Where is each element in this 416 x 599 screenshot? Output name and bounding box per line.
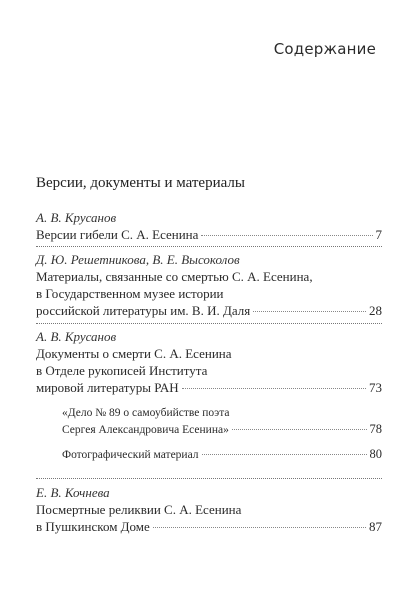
entry-title <box>36 226 382 243</box>
subentry-title-line: Фотографический материал <box>62 449 199 461</box>
entry-title <box>36 345 382 396</box>
entry-title-line: мировой литературы РАН <box>36 380 179 395</box>
page-number: 73 <box>369 380 382 395</box>
subentry-title-line: Сергея Александровича Есенина» <box>62 424 229 436</box>
toc-subentry[interactable] <box>62 446 382 463</box>
section-heading: Версии, документы и материалы <box>36 175 245 191</box>
entry-title-line: российской литературы им. В. И. Даля <box>36 303 251 318</box>
entry-title-line: Версии гибели С. А. Есенина <box>36 227 199 242</box>
page-number: 28 <box>369 303 382 318</box>
entry-author: А. В. Крусанов <box>36 329 117 344</box>
entry-author: А. В. Крусанов <box>36 210 117 225</box>
page-number: 78 <box>369 422 382 436</box>
toc-entry[interactable] <box>36 209 382 243</box>
dot-leader <box>202 454 367 455</box>
dot-leader <box>201 235 372 236</box>
page-number: 80 <box>369 447 382 461</box>
entry-separator <box>36 478 382 479</box>
toc-entry[interactable] <box>36 251 382 319</box>
page-number: 87 <box>369 519 382 534</box>
page-title: Содержание <box>273 40 376 58</box>
entry-title-line: в Отделе рукописей Института <box>36 363 208 378</box>
dot-leader <box>182 388 366 389</box>
dot-leader <box>253 311 366 312</box>
entry-separator <box>36 246 382 247</box>
toc-entry[interactable] <box>36 328 382 463</box>
dot-leader <box>232 429 367 430</box>
entry-author: Д. Ю. Решетникова, В. Е. Высоколов <box>36 252 240 267</box>
entry-separator <box>36 323 382 324</box>
entry-author: Е. В. Кочнева <box>36 485 110 500</box>
entry-title-line: в Государственном музее истории <box>36 286 224 301</box>
entry-title <box>36 501 382 535</box>
entry-title-line: Посмертные реликвии С. А. Есенина <box>36 502 242 517</box>
subentry-title-line: «Дело № 89 о самоубийстве поэта <box>62 407 230 419</box>
entry-title-line: Материалы, связанные со смертью С. А. Есенина, <box>36 269 313 284</box>
entry-title-line: Документы о смерти С. А. Есенина <box>36 346 232 361</box>
toc-entry[interactable] <box>36 484 382 535</box>
entry-title-line: в Пушкинском Доме <box>36 519 150 534</box>
entry-title <box>36 268 382 319</box>
page-number: 7 <box>375 227 382 242</box>
dot-leader <box>153 527 366 528</box>
toc-subentry[interactable] <box>62 405 382 438</box>
